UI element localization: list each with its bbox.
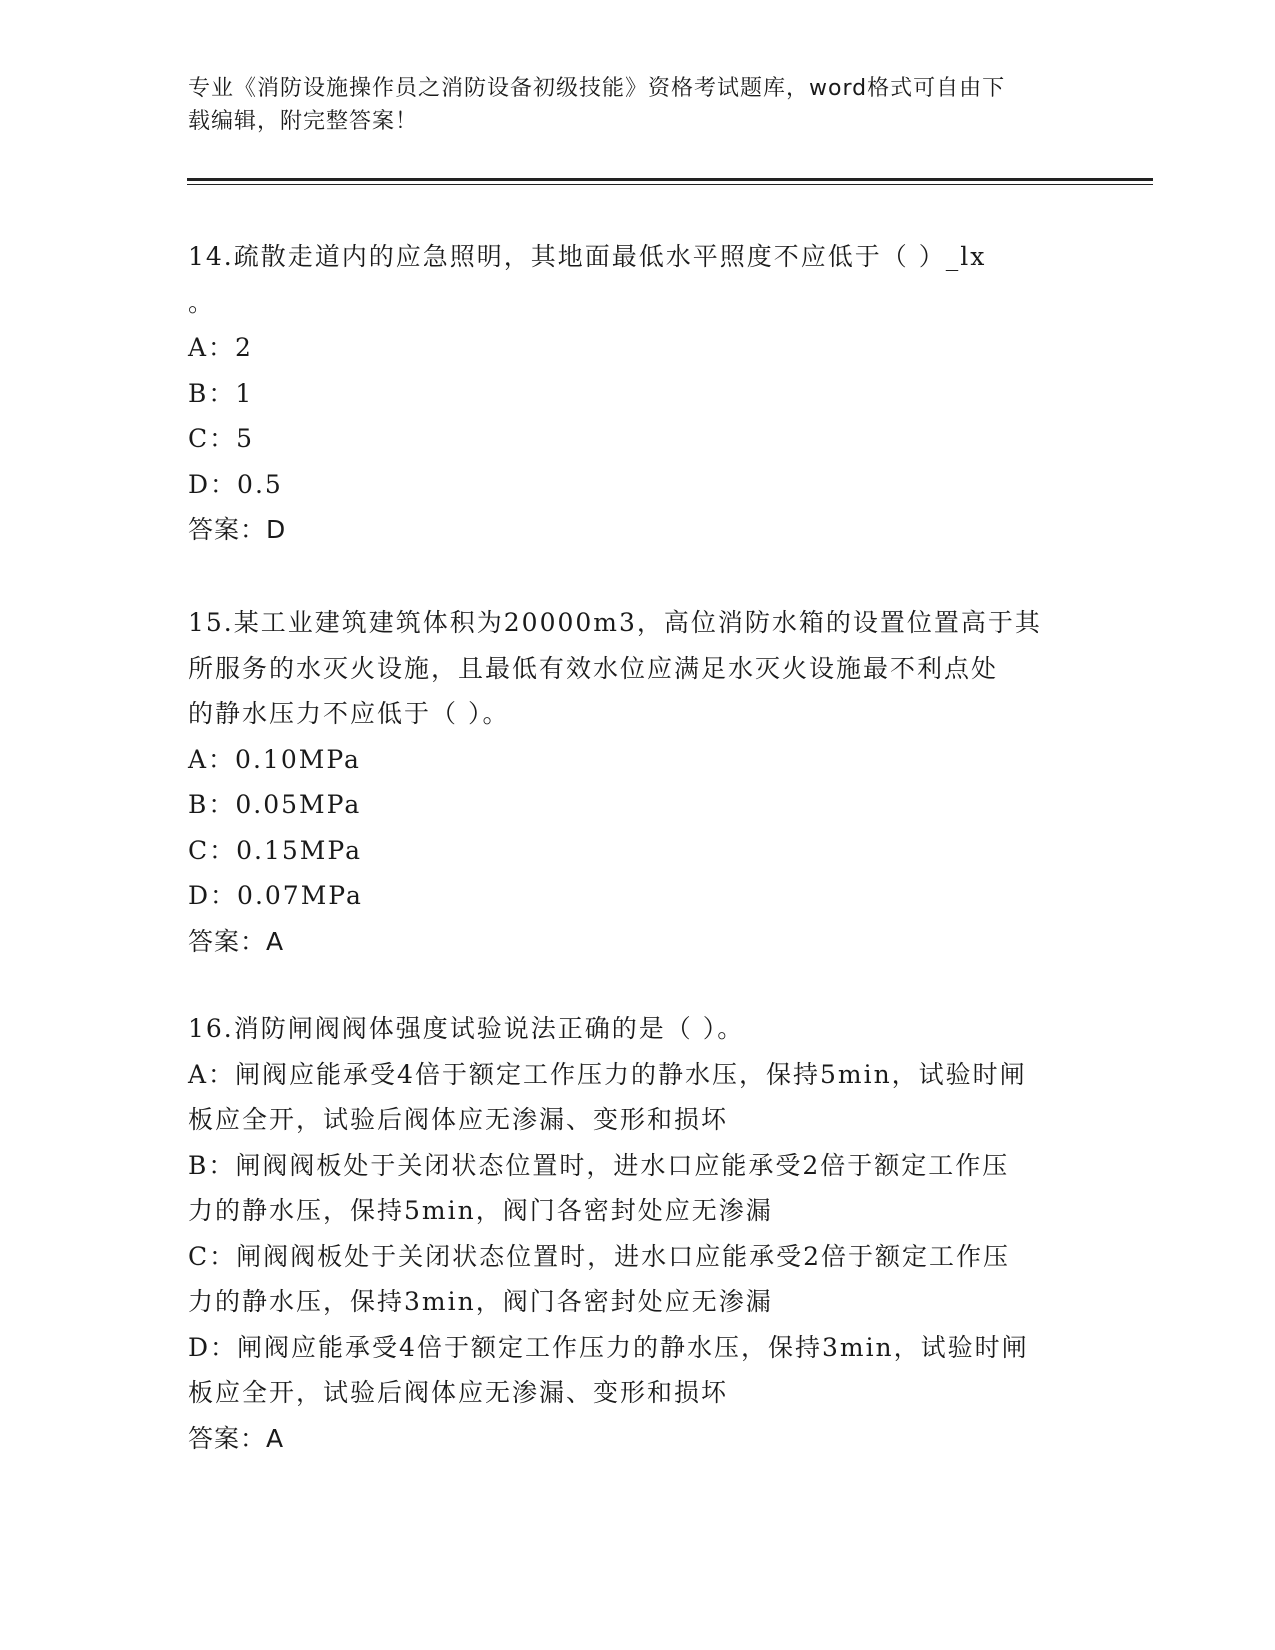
option-line: 力的静水压，保持3min，阀门各密封处应无渗漏 (188, 1287, 773, 1316)
stem-line: 15.某工业建筑建筑体积为20000m3，高位消防水箱的设置位置高于其 (188, 608, 1042, 637)
option-line: B：闸阀阀板处于关闭状态位置时，进水口应能承受2倍于额定工作压 (188, 1150, 1010, 1180)
question-16 (188, 1006, 1088, 1461)
document-header (188, 72, 1088, 138)
option-c: C：5 (188, 424, 255, 453)
stem-line: 14.疏散走道内的应急照明，其地面最低水平照度不应低于（ ）_lx (188, 242, 987, 271)
option-b (188, 1143, 1088, 1234)
stem-line: 所服务的水灭火设施，且最低有效水位应满足水灭火设施最不利点处 (188, 653, 999, 683)
header-line-2: 载编辑，附完整答案！ (188, 109, 419, 134)
option-a: A：2 (188, 333, 253, 362)
option-line: 板应全开，试验后阀体应无渗漏、变形和损坏 (188, 1105, 729, 1134)
option-d (188, 1325, 1088, 1416)
option-line: D：闸阀应能承受4倍于额定工作压力的静水压，保持3min，试验时闸 (188, 1332, 1029, 1362)
option-a (188, 1052, 1088, 1143)
option-c (188, 1234, 1088, 1325)
header-divider-thick (187, 178, 1153, 181)
question-stem (188, 234, 1088, 325)
option-a: A：0.10MPa (188, 744, 361, 774)
question-stem (188, 1006, 1088, 1052)
header-line-1: 专业《消防设施操作员之消防设备初级技能》资格考试题库，word格式可自由下 (188, 76, 1006, 101)
option-line: 板应全开，试验后阀体应无渗漏、变形和损坏 (188, 1378, 729, 1407)
stem-line: 16.消防闸阀阀体强度试验说法正确的是（ ）。 (188, 1014, 745, 1043)
stem-line: 。 (188, 287, 216, 317)
answer: 答案：A (188, 926, 285, 956)
option-c: C：0.15MPa (188, 835, 362, 865)
question-stem (188, 600, 1088, 737)
option-line: A：闸阀应能承受4倍于额定工作压力的静水压，保持5min，试验时闸 (188, 1059, 1027, 1089)
stem-line: 的静水压力不应低于（ ）。 (188, 699, 510, 728)
option-b: B：1 (188, 378, 254, 408)
option-d: D：0.07MPa (188, 881, 363, 910)
answer: 答案：D (188, 515, 287, 544)
option-line: 力的静水压，保持5min，阀门各密封处应无渗漏 (188, 1196, 773, 1225)
option-b: B：0.05MPa (188, 790, 362, 819)
question-14 (188, 234, 1088, 553)
question-15 (188, 600, 1088, 964)
header-divider-thin (187, 184, 1153, 185)
answer: 答案：A (188, 1423, 285, 1453)
option-line: C：闸阀阀板处于关闭状态位置时，进水口应能承受2倍于额定工作压 (188, 1241, 1011, 1271)
option-d: D：0.5 (188, 469, 283, 499)
